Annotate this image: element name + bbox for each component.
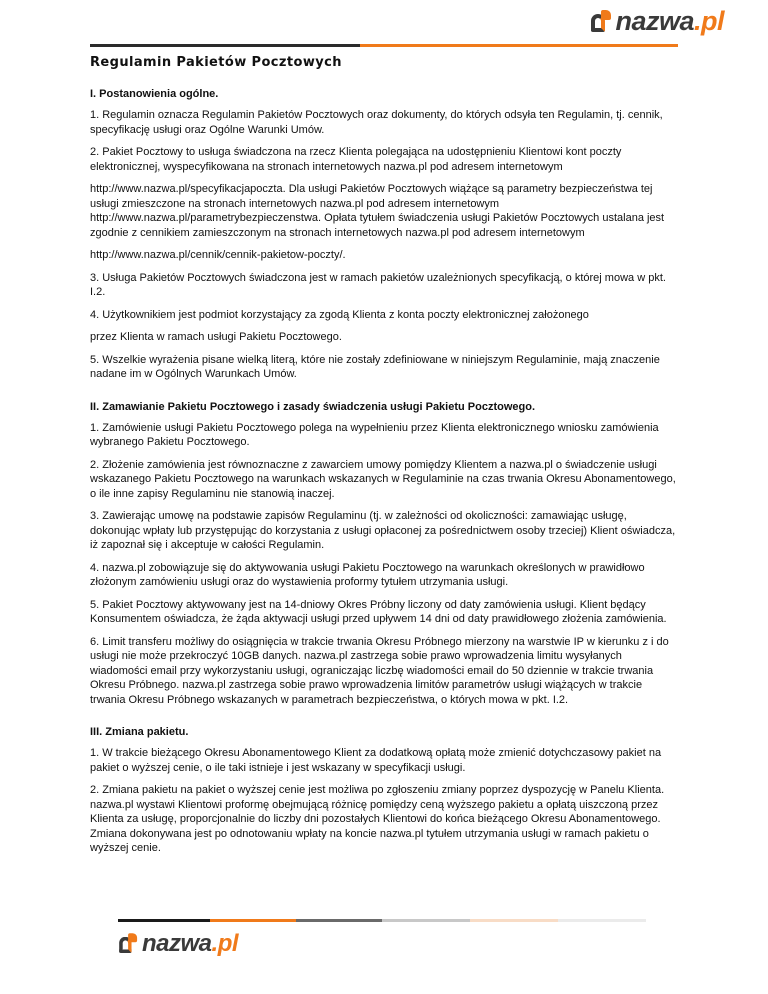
- section-heading: I. Postanowienia ogólne.: [90, 88, 219, 100]
- paragraph: 1. Regulamin oznacza Regulamin Pakietów Pocztowych oraz dokumenty, do których odsyła ten Regulamin, tj. cennik, specyfikację usługi oraz Ogólne Warunki Umów.: [90, 109, 663, 136]
- paragraph: 2. Pakiet Pocztowy to usługa świadczona na rzecz Klienta polegająca na udostępnieniu Klientowi kont poczty elektronicznej, wyspecyfikowana na stronach internetowych nazwa.pl pod adresem internetowym: [90, 146, 622, 173]
- paragraph: 4. nazwa.pl zobowiązuje się do aktywowania usługi Pakietu Pocztowego na warunkach określonych w prawidłowo złożonym zamówieniu usługi oraz do wystawienia proformy tytułem utrzymania usługi.: [90, 561, 645, 588]
- paragraph: http://www.nazwa.pl/cennik/cennik-pakietow-poczty/.: [90, 249, 346, 261]
- document-title: Regulamin Pakietów Pocztowych: [90, 55, 342, 70]
- section-heading: III. Zmiana pakietu.: [90, 726, 189, 738]
- header-divider: [90, 44, 678, 47]
- paragraph: 3. Usługa Pakietów Pocztowych świadczona jest w ramach pakietów uzależnionych specyfikacją, o której mowa w pkt. I.2.: [90, 271, 666, 298]
- paragraph: 5. Wszelkie wyrażenia pisane wielką literą, które nie zostały zdefiniowane w niniejszym Regulaminie, mają znaczenie nadane im w Ogólnych Warunkach Umów.: [90, 353, 660, 380]
- brand-logo-footer: [118, 930, 238, 958]
- paragraph: 1. W trakcie bieżącego Okresu Abonamentowego Klient za dodatkową opłatą może zmienić dotychczasowy pakiet na pakiet o wyższej cenie, o ile taki istnieje i jest wskazany w specyfikacji usługi.: [90, 747, 662, 774]
- paragraph: 1. Zamówienie usługi Pakietu Pocztowego polega na wypełnieniu przez Klienta elektronicznego wniosku zamówienia wybranego Pakietu Pocztowego.: [90, 421, 659, 448]
- paragraph: 6. Limit transferu możliwy do osiągnięcia w trakcie trwania Okresu Próbnego mierzony na warstwie IP w kierunku z i do usługi nie może przekroczyć 10GB danych. nazwa.pl zastrzega sobie prawo wprowadzenia limitu wysyłanych wiadomości email przy wykorzystaniu usługi, ograniczając liczbę wiadomości email do 50 dziennie w trakcie trwania Okresu Próbnego. nazwa.pl zastrzega sobie prawo wprowadzenia limitów parametrów usługi wiążących w trakcie trwania Okresu Próbnego wskazanych w parametrach bezpieczeństwa, o których mowa w pkt. I.2.: [90, 635, 669, 706]
- footer-divider: [118, 919, 646, 922]
- brand-logo-header: [591, 6, 724, 37]
- logo-wordmark: nazwa.pl: [142, 930, 239, 957]
- paragraph: przez Klienta w ramach usługi Pakietu Pocztowego.: [90, 331, 342, 343]
- section-heading: II. Zamawianie Pakietu Pocztowego i zasady świadczenia usługi Pakietu Pocztowego.: [90, 400, 536, 413]
- document-body: [90, 50, 678, 864]
- paragraph: 3. Zawierając umowę na podstawie zapisów Regulaminu (tj. w zależności od okoliczności: zamawiając usługę, dokonując wpłaty lub przystępując do korzystania z usługi opłaconej za pośrednictwem osoby trzeciej) Klient oświadcza, iż zapoznał się i akceptuje w całości Regulamin.: [90, 510, 676, 551]
- logo-wordmark: nazwa.pl: [615, 6, 724, 36]
- paragraph: http://www.nazwa.pl/specyfikacjapoczta. Dla usługi Pakietów Pocztowych wiążące są parametry bezpieczeństwa tej usługi zmieszczone na stronach internetowych nazwa.pl pod adresem internetowym http://www.nazwa.pl/parametrybezpieczenstwa. Opłata tytułem świadczenia usługi Pakietów Pocztowych ustalana jest zgodnie z cennikiem zamieszczonym na stronach internetowych nazwa.pl pod adresem internetowym: [90, 183, 665, 239]
- paragraph: 2. Zmiana pakietu na pakiet o wyższej cenie jest możliwa po zgłoszeniu zmiany poprzez dyspozycję w Panelu Klienta. nazwa.pl wystawi Klientowi proformę obejmującą różnicę pomiędzy ceną wyższego pakietu a opłatą uiszczoną przez Klienta za usługę, proporcjonalnie do liczby dni pozostałych Klientowi do końca bieżącego Okresu Abonamentowego. Zmiana dokonywana jest po odnotowaniu wpłaty na koncie nazwa.pl tytułem utrzymania usługi w ramach pakietu o wyższej cenie.: [90, 784, 665, 854]
- paragraph: 2. Złożenie zamówienia jest równoznaczne z zawarciem umowy pomiędzy Klientem a nazwa.pl o świadczenie usługi wskazanego Pakietu Pocztowego na warunkach wskazanych w Regulaminie na czas trwania Okresu Abonamentowego, o ile inne zapisy Regulaminu nie stanowią inaczej.: [90, 458, 676, 500]
- logo-mark-icon: [119, 933, 139, 955]
- paragraph: 4. Użytkownikiem jest podmiot korzystający za zgodą Klienta z konta poczty elektronicznej założonego: [90, 308, 589, 321]
- paragraph: 5. Pakiet Pocztowy aktywowany jest na 14-dniowy Okres Próbny liczony od daty zamówienia usługi. Klient będący Konsumentem oświadcza, że żąda aktywacji usługi przed upływem 14 dni od daty prawidłowego złożenia zamówienia.: [90, 598, 667, 625]
- logo-mark-icon: [591, 10, 613, 34]
